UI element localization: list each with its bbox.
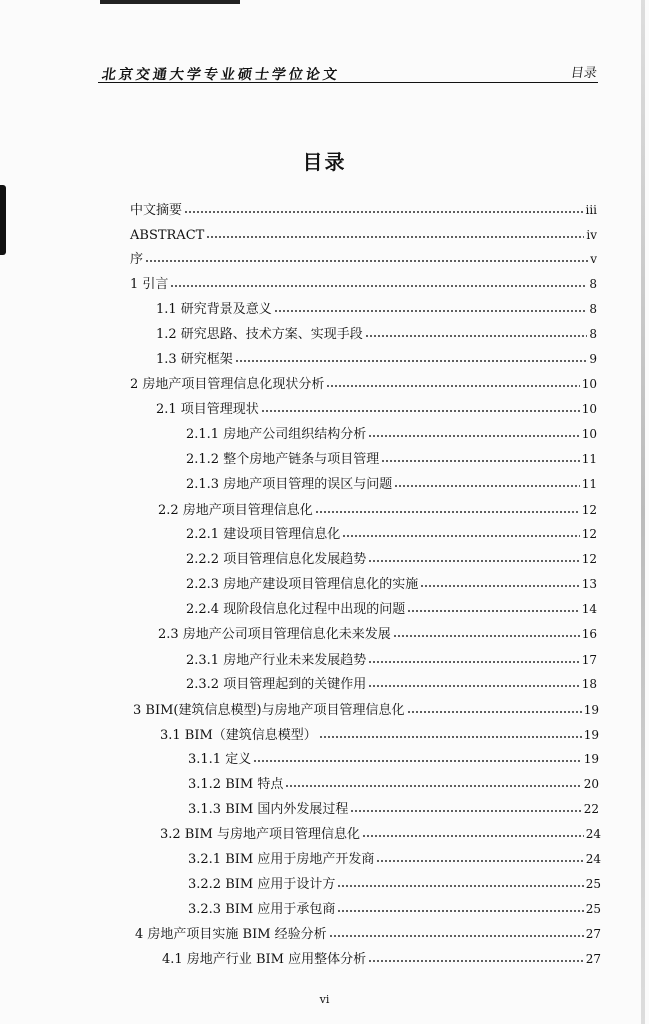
toc-entry-label: 2.1 项目管理现状	[156, 402, 259, 417]
toc-entry-label: 3.2.2 BIM 应用于设计方	[188, 877, 336, 892]
toc-entry-page: 11	[581, 452, 597, 466]
dot-leader	[381, 449, 580, 463]
dot-leader	[365, 324, 588, 338]
toc-entry-label: 3.1.2 BIM 特点	[188, 777, 284, 792]
toc-entry-page: 27	[585, 927, 601, 941]
toc-entry-page: 10	[581, 402, 597, 416]
toc-entry[interactable]	[186, 524, 597, 542]
toc-entry-page: 8	[589, 302, 597, 316]
toc-entry-page: 12	[581, 527, 597, 541]
toc-entry-label: 2.3.1 房地产行业未来发展趋势	[186, 653, 367, 668]
toc-entry-label: 3 BIM(建筑信息模型)与房地产项目管理信息化	[133, 703, 405, 718]
dot-leader	[145, 249, 588, 263]
toc-entry-label: 2.2.1 建设项目管理信息化	[186, 527, 341, 542]
toc-entry-page: 17	[581, 653, 597, 667]
toc-entry[interactable]	[162, 949, 601, 967]
toc-entry-label: 4.1 房地产行业 BIM 应用整体分析	[162, 952, 367, 967]
toc-entry[interactable]	[186, 449, 597, 467]
dot-leader	[420, 574, 580, 588]
dot-leader	[350, 799, 581, 813]
toc-entry[interactable]	[130, 225, 597, 243]
toc-entry-page: 24	[585, 852, 601, 866]
toc-entry-page: 8	[589, 327, 597, 341]
dot-leader	[326, 374, 579, 388]
dot-leader	[368, 650, 580, 664]
toc-entry[interactable]	[186, 474, 597, 492]
toc-entry[interactable]	[156, 299, 597, 317]
toc-entry-page: 10	[581, 427, 597, 441]
toc-entry-page: 24	[585, 827, 601, 841]
toc-entry-page: 13	[581, 577, 597, 591]
toc-entry[interactable]	[130, 374, 597, 392]
toc-entry-label: 1.1 研究背景及意义	[156, 302, 272, 317]
toc-entry[interactable]	[188, 849, 601, 867]
toc-entry[interactable]	[186, 574, 597, 592]
toc-entry[interactable]	[188, 899, 601, 917]
toc-entry[interactable]	[158, 624, 597, 642]
toc-entry-label: ABSTRACT	[130, 228, 205, 243]
toc-entry-label: 3.1.3 BIM 国内外发展过程	[188, 802, 349, 817]
toc-entry-label: 4 房地产项目实施 BIM 经验分析	[135, 927, 327, 942]
toc-entry-label: 序	[130, 252, 144, 267]
page-number: vi	[319, 993, 330, 1006]
toc-entry-page: 25	[585, 902, 601, 916]
toc-entry[interactable]	[186, 424, 597, 442]
toc-entry[interactable]	[130, 200, 597, 218]
toc-entry[interactable]	[186, 599, 597, 617]
toc-entry-label: 2.2.2 项目管理信息化发展趋势	[186, 552, 367, 567]
toc-entry-page: 22	[583, 802, 599, 816]
toc-entry-label: 中文摘要	[130, 203, 183, 218]
toc-entry-label: 2.3.2 项目管理起到的关键作用	[186, 677, 367, 692]
toc-entry-label: 3.1.1 定义	[188, 752, 252, 767]
dot-leader	[206, 225, 584, 239]
dot-leader	[315, 500, 580, 514]
toc-entry-label: 1 引言	[130, 277, 169, 292]
dot-leader	[285, 774, 581, 788]
dot-leader	[393, 624, 580, 638]
toc-entry[interactable]	[156, 349, 597, 367]
toc-entry-label: 2.1.3 房地产项目管理的误区与问题	[186, 477, 393, 492]
toc-entry[interactable]	[156, 324, 597, 342]
toc-entry-label: 1.2 研究思路、技术方案、实现手段	[156, 327, 363, 342]
toc-entry[interactable]	[188, 774, 599, 792]
toc-entry-label: 2.1.1 房地产公司组织结构分析	[186, 427, 367, 442]
toc-entry-page: iii	[585, 203, 597, 217]
running-header-title: 北京交通大学专业硕士学位论文	[100, 67, 341, 83]
running-header-section: 目录	[569, 66, 598, 81]
dot-leader	[407, 700, 582, 714]
dot-leader	[368, 424, 580, 438]
dot-leader	[407, 599, 580, 613]
toc-entry-page: iv	[586, 228, 597, 242]
toc-entry-page: 19	[583, 728, 599, 742]
toc-entry-page: 19	[583, 703, 599, 717]
toc-entry-page: 12	[581, 503, 597, 517]
dot-leader	[368, 949, 584, 963]
toc-entry-page: 27	[585, 952, 601, 966]
toc-entry-label: 2.3 房地产公司项目管理信息化未来发展	[158, 627, 391, 642]
dot-leader	[362, 824, 584, 838]
toc-entry-label: 2.1.2 整个房地产链条与项目管理	[186, 452, 380, 467]
dot-leader	[337, 874, 583, 888]
toc-entry-page: 25	[585, 877, 601, 891]
dot-leader	[394, 474, 580, 488]
toc-entry-label: 3.2 BIM 与房地产项目管理信息化	[160, 827, 360, 842]
dot-leader	[368, 549, 580, 563]
toc-entry-page: 9	[589, 352, 597, 366]
toc-entry[interactable]	[160, 725, 599, 743]
toc-entry-page: 16	[581, 627, 597, 641]
scan-artifact-left	[0, 185, 6, 255]
toc-entry[interactable]	[160, 824, 601, 842]
toc-entry[interactable]	[186, 674, 597, 692]
dot-leader	[376, 849, 583, 863]
dot-leader	[337, 899, 583, 913]
toc-entry-label: 3.1 BIM（建筑信息模型）	[160, 728, 317, 743]
dot-leader	[342, 524, 580, 538]
page-title: 目录	[302, 150, 347, 174]
toc-entry-label: 2.2 房地产项目管理信息化	[158, 503, 313, 518]
toc-entry-page: 8	[589, 277, 597, 291]
toc-entry-page: 18	[581, 677, 597, 691]
toc-entry[interactable]	[130, 249, 597, 267]
toc-entry-page: 14	[581, 602, 597, 616]
dot-leader	[235, 349, 588, 363]
toc-entry[interactable]	[186, 549, 597, 567]
toc-entry-page: 12	[581, 552, 597, 566]
toc-entry[interactable]	[186, 650, 597, 668]
scan-artifact-top	[100, 0, 240, 4]
toc-entry-label: 2.2.4 现阶段信息化过程中出现的问题	[186, 602, 406, 617]
toc-entry-page: v	[590, 252, 597, 266]
toc-entry-page: 19	[583, 752, 599, 766]
dot-leader	[368, 674, 580, 688]
dot-leader	[184, 200, 583, 214]
toc-entry[interactable]	[188, 749, 599, 767]
toc-entry[interactable]	[130, 274, 597, 292]
toc-entry-label: 3.2.1 BIM 应用于房地产开发商	[188, 852, 375, 867]
toc-entry-page: 11	[581, 477, 597, 491]
toc-entry-page: 20	[583, 777, 599, 791]
dot-leader	[319, 725, 582, 739]
toc-entry-label: 3.2.3 BIM 应用于承包商	[188, 902, 336, 917]
dot-leader	[261, 399, 580, 413]
header-rule	[98, 82, 598, 83]
toc-entry[interactable]	[158, 500, 597, 518]
toc-entry-label: 2.2.3 房地产建设项目管理信息化的实施	[186, 577, 419, 592]
dot-leader	[253, 749, 582, 763]
dot-leader	[274, 299, 588, 313]
toc-entry-label: 1.3 研究框架	[156, 352, 233, 367]
toc-entry[interactable]	[188, 874, 601, 892]
toc-entry[interactable]	[133, 700, 599, 718]
toc-entry[interactable]	[188, 799, 599, 817]
toc-entry-page: 10	[581, 377, 597, 391]
dot-leader	[170, 274, 587, 288]
dot-leader	[329, 924, 584, 938]
toc-entry-label: 2 房地产项目管理信息化现状分析	[130, 377, 325, 392]
toc-entry[interactable]	[156, 399, 597, 417]
toc-entry[interactable]	[135, 924, 601, 942]
